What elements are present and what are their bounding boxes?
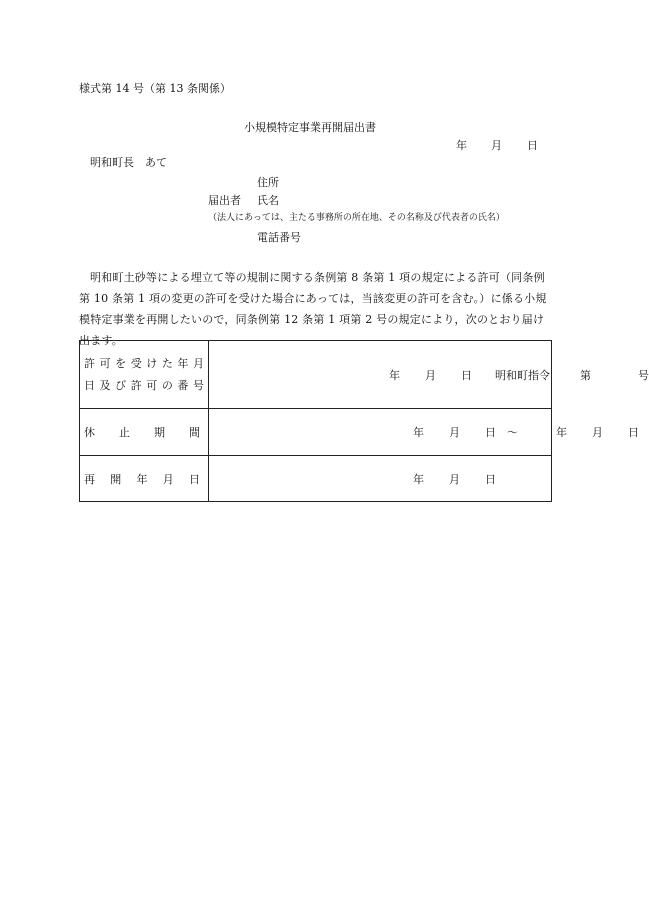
suspension-day1: 日 xyxy=(485,426,496,439)
suspension-year2: 年 xyxy=(556,426,567,439)
permit-year: 年 xyxy=(389,368,400,382)
suspension-tilde: ～ xyxy=(507,426,518,439)
resumption-year: 年 xyxy=(413,472,424,486)
permit-label-line2: 日及び許可の番号 xyxy=(84,378,204,392)
table-row-resumption xyxy=(80,456,552,502)
permit-label-line1: 許可を受けた年月 xyxy=(84,356,204,370)
resumption-value-cell xyxy=(209,456,552,502)
address-label: 住所 xyxy=(257,176,279,189)
phone-label: 電話番号 xyxy=(257,231,301,244)
permit-value-cell xyxy=(209,341,649,409)
date-year: 年 xyxy=(456,139,467,152)
date-day: 日 xyxy=(527,139,538,152)
table-row-suspension xyxy=(80,409,552,456)
suspension-label-cell: 休止期間 xyxy=(80,409,209,456)
suspension-day2: 日 xyxy=(628,426,639,439)
suspension-value-cell xyxy=(209,409,639,456)
table-row-permit xyxy=(80,341,552,409)
corporate-note: （法人にあっては、主たる事務所の所在地、その名称及び代表者の氏名） xyxy=(208,213,505,223)
date-month: 月 xyxy=(491,139,502,152)
permit-dai: 第 xyxy=(580,368,591,382)
permit-month: 月 xyxy=(425,368,436,382)
permit-go: 号 xyxy=(638,368,649,382)
resumption-label-cell: 再開年月日 xyxy=(80,456,209,502)
submitter-label: 届出者 xyxy=(208,194,241,207)
permit-designation: 明和町指令 xyxy=(495,368,550,382)
permit-day: 日 xyxy=(461,368,472,382)
suspension-month2: 月 xyxy=(592,426,603,439)
suspension-year1: 年 xyxy=(413,426,424,439)
resumption-month: 月 xyxy=(449,472,460,486)
name-label: 氏名 xyxy=(257,194,279,207)
addressee: 明和町長 あて xyxy=(90,156,167,169)
form-number: 様式第 14 号（第 13 条関係） xyxy=(79,82,231,95)
permit-label-cell xyxy=(80,341,209,409)
resumption-day: 日 xyxy=(485,472,496,486)
notification-table xyxy=(79,340,649,502)
document-title: 小規模特定事業再開届出書 xyxy=(244,121,376,134)
suspension-month1: 月 xyxy=(449,426,460,439)
body-paragraph: 明和町土砂等による埋立て等の規制に関する条例第 8 条第 1 項の規定による許可（同条例第 10 条第 1 項の変更の許可を受けた場合にあっては，当該変更の許可を含む。）に係る小規模特定事業を再開したいので，同条例第 12 条第 1 項第 2 号の規定により，次のとおり届け出ます。 xyxy=(79,271,547,347)
